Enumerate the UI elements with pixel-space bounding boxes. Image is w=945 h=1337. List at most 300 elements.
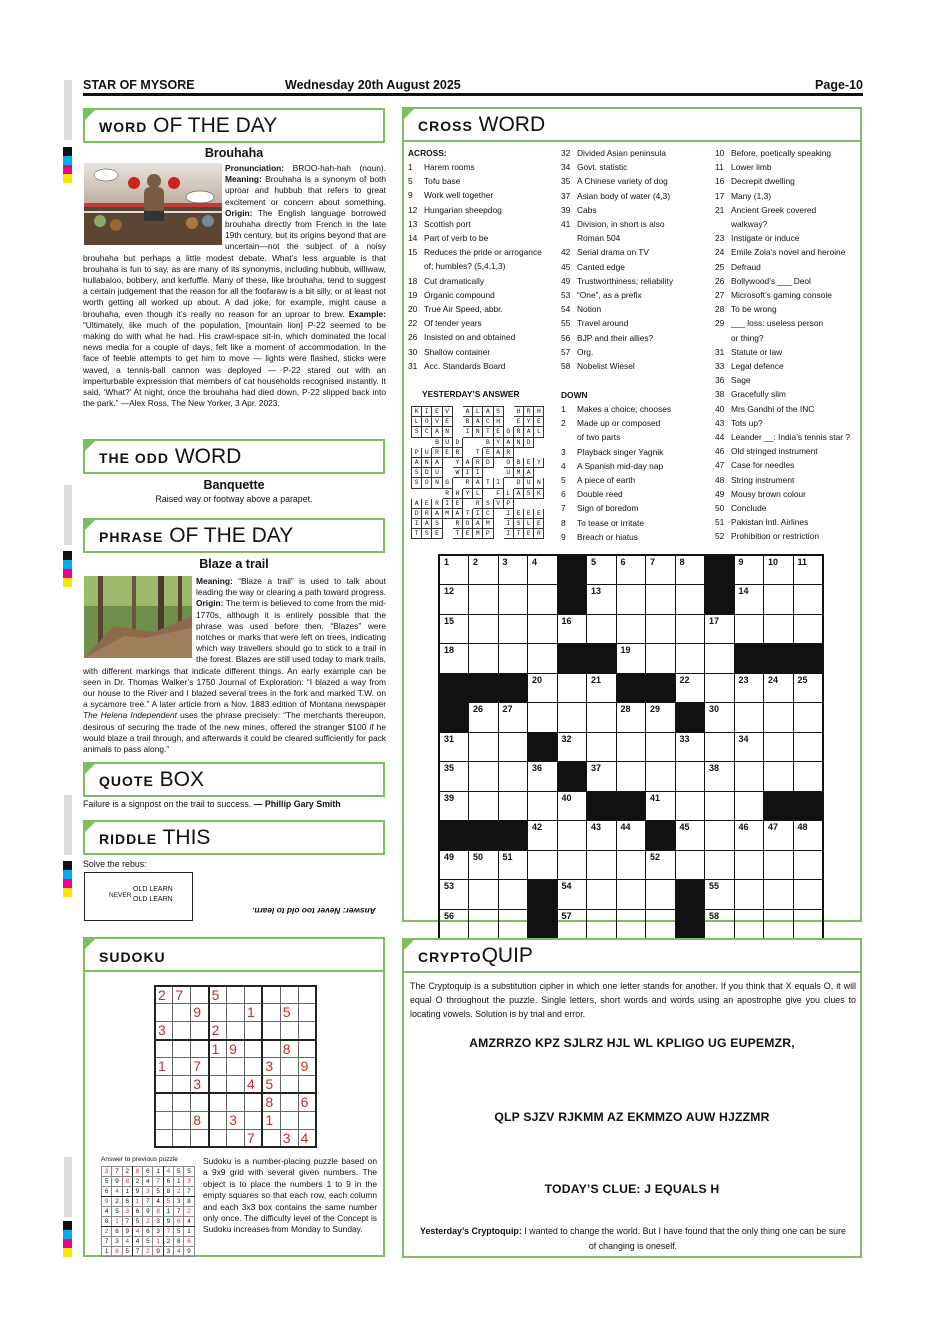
- crossword-cell[interactable]: 41: [646, 791, 676, 821]
- quote-text: Failure is a signpost on the trail to success. — Phillip Gary Smith: [83, 799, 341, 809]
- answer-cell: L: [524, 519, 534, 529]
- crossword-cell[interactable]: [646, 880, 676, 910]
- clue-item: 18 Cut dramatically: [408, 275, 485, 286]
- crossword-cell[interactable]: [557, 703, 587, 733]
- crossword-cell[interactable]: 4: [528, 555, 558, 585]
- sudoku-cell[interactable]: [262, 1004, 280, 1022]
- crossword-cell[interactable]: 53: [439, 880, 469, 910]
- clue-item: 49 Trustworthiness; reliability: [561, 275, 674, 286]
- crossword-cell[interactable]: [616, 850, 646, 880]
- sudoku-cell[interactable]: [298, 1111, 316, 1129]
- clue-item: 40 Mrs Gandhi of the INC: [715, 403, 815, 414]
- answer-cell: [422, 437, 432, 447]
- sudoku-cell[interactable]: [227, 986, 245, 1004]
- answer-cell: A: [473, 417, 483, 427]
- clue-item: 53 “One”, as a prefix: [561, 290, 642, 301]
- crossword-cell: [498, 673, 528, 703]
- crossword-cell[interactable]: 10: [764, 555, 794, 585]
- crossword-cell[interactable]: [587, 614, 617, 644]
- crossword-cell[interactable]: [764, 614, 794, 644]
- crossword-cell[interactable]: 19: [616, 644, 646, 674]
- crossword-cell[interactable]: 35: [439, 762, 469, 792]
- word-of-day-title: Brouhaha: [204, 146, 264, 160]
- answer-cell: 9: [153, 1247, 163, 1257]
- sudoku-cell[interactable]: [173, 1004, 191, 1022]
- sudoku-cell[interactable]: [262, 1022, 280, 1040]
- answer-cell: 4: [184, 1217, 194, 1227]
- crossword-cell[interactable]: [646, 762, 676, 792]
- crossword-cell[interactable]: 18: [439, 644, 469, 674]
- crossword-cell: [587, 791, 617, 821]
- answer-cell: 9: [184, 1247, 194, 1257]
- sudoku-cell[interactable]: [173, 1058, 191, 1076]
- crossword-cell[interactable]: 36: [528, 762, 558, 792]
- crossword-cell[interactable]: 1: [439, 555, 469, 585]
- sudoku-cell[interactable]: [209, 1075, 227, 1093]
- answer-cell: 6: [174, 1217, 184, 1227]
- answer-cell: R: [524, 407, 534, 417]
- clue-item: 25 Defraud: [715, 261, 761, 272]
- crossword-cell[interactable]: [616, 614, 646, 644]
- crossword-cell[interactable]: [646, 614, 676, 644]
- crossword-cell[interactable]: [528, 791, 558, 821]
- crossword-cell[interactable]: [616, 732, 646, 762]
- crossword-cell[interactable]: 39: [439, 791, 469, 821]
- answer-cell: M: [513, 468, 523, 478]
- clue-item: 56 BJP and their allies?: [561, 332, 654, 343]
- sudoku-cell[interactable]: [155, 1075, 173, 1093]
- crossword-cell[interactable]: [469, 585, 499, 615]
- sudoku-cell[interactable]: [209, 1004, 227, 1022]
- crossword-cell[interactable]: [498, 762, 528, 792]
- crossword-cell[interactable]: 2: [469, 555, 499, 585]
- crossword-cell[interactable]: [793, 732, 823, 762]
- crossword-cell[interactable]: [705, 732, 735, 762]
- answer-cell: E: [432, 529, 442, 539]
- sudoku-cell[interactable]: [280, 1075, 298, 1093]
- answer-cell: D: [513, 478, 523, 488]
- sudoku-cell[interactable]: [262, 1129, 280, 1147]
- crossword-cell[interactable]: [764, 909, 794, 939]
- sudoku-cell[interactable]: [191, 1022, 209, 1040]
- riddle-heading: RIDDLE THIS: [83, 820, 385, 855]
- sudoku-cell[interactable]: [227, 1129, 245, 1147]
- crossword-cell[interactable]: [528, 644, 558, 674]
- answer-cell: [462, 447, 472, 457]
- crossword-cell[interactable]: 7: [646, 555, 676, 585]
- clue-item: 46 Old stringed instrument: [715, 446, 818, 457]
- crossword-cell[interactable]: 31: [439, 732, 469, 762]
- crossword-cell[interactable]: [498, 909, 528, 939]
- crossword-cell[interactable]: 44: [616, 821, 646, 851]
- crossword-cell[interactable]: [734, 850, 764, 880]
- sudoku-cell[interactable]: [244, 1022, 262, 1040]
- sudoku-cell[interactable]: [227, 1093, 245, 1111]
- sudoku-cell[interactable]: [191, 986, 209, 1004]
- clue-item: 51 Pakistan Intl. Airlines: [715, 517, 809, 528]
- crossword-cell: [439, 821, 469, 851]
- crossword-cell[interactable]: [764, 880, 794, 910]
- crossword-cell[interactable]: 47: [764, 821, 794, 851]
- sudoku-cell[interactable]: [155, 1093, 173, 1111]
- sudoku-cell[interactable]: [227, 1075, 245, 1093]
- crossword-cell[interactable]: [557, 821, 587, 851]
- color-marks: [63, 551, 72, 587]
- answer-cell: G: [442, 478, 452, 488]
- cryptoquip-line2: QLP SJZV RJKMM AZ EKMMZO AUW HJZZMR: [494, 1110, 770, 1124]
- crossword-cell[interactable]: [557, 850, 587, 880]
- answer-cell: 9: [102, 1197, 112, 1207]
- crossword-cell[interactable]: [705, 791, 735, 821]
- crossword-cell[interactable]: [764, 585, 794, 615]
- crossword-cell[interactable]: [616, 762, 646, 792]
- crossword-cell[interactable]: 28: [616, 703, 646, 733]
- crossword-cell[interactable]: [646, 909, 676, 939]
- sudoku-cell[interactable]: [191, 1040, 209, 1058]
- crossword-cell[interactable]: [675, 762, 705, 792]
- cryptoquip-yesterday: Yesterday’s Cryptoquip: I wanted to change the world. But I have found that the only thing one can be sure of changing is oneself.: [420, 1226, 846, 1251]
- answer-cell: E: [524, 529, 534, 539]
- crossword-cell[interactable]: 38: [705, 762, 735, 792]
- sudoku-cell[interactable]: [191, 1129, 209, 1147]
- answer-cell: B: [432, 437, 442, 447]
- sudoku-cell[interactable]: [155, 1111, 173, 1129]
- crossword-cell[interactable]: [528, 614, 558, 644]
- crossword-cell[interactable]: [587, 850, 617, 880]
- crossword-cell[interactable]: 49: [439, 850, 469, 880]
- crossword-cell[interactable]: 13: [587, 585, 617, 615]
- sudoku-cell: 4: [298, 1129, 316, 1147]
- rebus-line1: OLD LEARN: [133, 886, 173, 893]
- clue-item: 27 Microsoft’s gaming console: [715, 290, 832, 301]
- sudoku-cell[interactable]: [209, 1093, 227, 1111]
- crossword-cell[interactable]: 52: [646, 850, 676, 880]
- answer-cell: 4: [132, 1237, 142, 1247]
- sudoku-cell[interactable]: [155, 1040, 173, 1058]
- clue-item: 4 A Spanish mid-day nap: [561, 460, 664, 471]
- crossword-cell[interactable]: 8: [675, 555, 705, 585]
- crossword-cell[interactable]: [498, 880, 528, 910]
- answer-cell: K: [534, 488, 544, 498]
- answer-cell: 2: [122, 1167, 132, 1177]
- answer-cell: 4: [143, 1177, 153, 1187]
- sudoku-cell: 3: [280, 1129, 298, 1147]
- crossword-cell[interactable]: [793, 850, 823, 880]
- crossword-cell[interactable]: [469, 614, 499, 644]
- crossword-cell[interactable]: [705, 644, 735, 674]
- clue-item: 14 Part of verb to be: [408, 233, 489, 244]
- sudoku-cell[interactable]: [298, 986, 316, 1004]
- answer-cell: [442, 519, 452, 529]
- answer-cell: E: [534, 508, 544, 518]
- crossword-cell[interactable]: 40: [557, 791, 587, 821]
- sudoku-cell[interactable]: [298, 1022, 316, 1040]
- sudoku-cell[interactable]: [173, 1129, 191, 1147]
- crossword-cell[interactable]: [734, 614, 764, 644]
- answer-cell: U: [442, 437, 452, 447]
- sudoku-cell[interactable]: [155, 1004, 173, 1022]
- crossword-cell[interactable]: [734, 703, 764, 733]
- sudoku-cell[interactable]: [209, 1058, 227, 1076]
- answer-cell: I: [442, 498, 452, 508]
- crossword-cell: [528, 732, 558, 762]
- crossword-cell[interactable]: [675, 614, 705, 644]
- phrase-of-day-body: [83, 576, 386, 755]
- crossword-cell[interactable]: 21: [587, 673, 617, 703]
- answer-cell: R: [462, 478, 472, 488]
- crossword-cell[interactable]: 25: [793, 673, 823, 703]
- sudoku-cell[interactable]: [280, 986, 298, 1004]
- crossword-cell[interactable]: [528, 703, 558, 733]
- answer-cell: [452, 478, 462, 488]
- crossword-cell[interactable]: 54: [557, 880, 587, 910]
- crossword-cell[interactable]: [587, 732, 617, 762]
- answer-cell: 1: [102, 1247, 112, 1257]
- answer-cell: 9: [122, 1227, 132, 1237]
- sudoku-cell[interactable]: [173, 1075, 191, 1093]
- sudoku-cell[interactable]: [244, 1111, 262, 1129]
- crossword-cell[interactable]: [587, 703, 617, 733]
- crossword-cell[interactable]: 50: [469, 850, 499, 880]
- crossword-cell[interactable]: 23: [734, 673, 764, 703]
- sudoku-answer-grid: [101, 1166, 195, 1257]
- sudoku-cell[interactable]: [173, 1040, 191, 1058]
- crossword-cell[interactable]: 26: [469, 703, 499, 733]
- crossword-cell[interactable]: [616, 585, 646, 615]
- crossword-cell[interactable]: 11: [793, 555, 823, 585]
- sudoku-cell[interactable]: [244, 986, 262, 1004]
- crossword-cell[interactable]: [734, 909, 764, 939]
- answer-cell: A: [524, 427, 534, 437]
- crossword-cell[interactable]: 43: [587, 821, 617, 851]
- crossword-cell[interactable]: [793, 880, 823, 910]
- rebus-line2: OLD LEARN: [133, 896, 173, 903]
- clue-item: walkway?: [731, 219, 768, 230]
- answer-cell: [503, 478, 513, 488]
- sudoku-cell[interactable]: [227, 1058, 245, 1076]
- crossword-cell[interactable]: [793, 585, 823, 615]
- answer-cell: N: [513, 437, 523, 447]
- answer-cell: 2: [112, 1197, 122, 1207]
- answer-cell: 7: [143, 1197, 153, 1207]
- crossword-cell[interactable]: 9: [734, 555, 764, 585]
- crossword-cell[interactable]: [793, 762, 823, 792]
- sudoku-cell[interactable]: [244, 1058, 262, 1076]
- crossword-cell[interactable]: [764, 762, 794, 792]
- answer-cell: [412, 437, 422, 447]
- answer-cell: D: [422, 468, 432, 478]
- sudoku-cell[interactable]: [262, 986, 280, 1004]
- clue-item: 39 Cabs: [561, 204, 597, 215]
- crossword-cell[interactable]: 58: [705, 909, 735, 939]
- crossword-cell[interactable]: 16: [557, 614, 587, 644]
- sudoku-cell[interactable]: [155, 1129, 173, 1147]
- cryptoquip-clue: TODAY’S CLUE: J EQUALS H: [544, 1182, 720, 1196]
- crossword-cell: [557, 762, 587, 792]
- crossword-cell: [764, 791, 794, 821]
- crossword-cell[interactable]: [616, 880, 646, 910]
- sudoku-cell[interactable]: [244, 1040, 262, 1058]
- answer-cell: U: [422, 447, 432, 457]
- crossword-cell[interactable]: [675, 791, 705, 821]
- answer-cell: [503, 417, 513, 427]
- sudoku-cell[interactable]: [209, 1111, 227, 1129]
- answer-cell: E: [442, 417, 452, 427]
- crossword-grid: [438, 554, 824, 940]
- answer-cell: 2: [132, 1177, 142, 1187]
- crossword-cell: [439, 703, 469, 733]
- crossword-cell[interactable]: 20: [528, 673, 558, 703]
- answer-cell: 7: [184, 1187, 194, 1197]
- crossword-cell[interactable]: 5: [587, 555, 617, 585]
- answer-cell: I: [462, 468, 472, 478]
- answer-cell: R: [473, 498, 483, 508]
- answer-cell: I: [462, 427, 472, 437]
- crossword-cell[interactable]: 12: [439, 585, 469, 615]
- answer-cell: [483, 468, 493, 478]
- sudoku-grid: [154, 985, 317, 1148]
- crossword-cell[interactable]: 33: [675, 732, 705, 762]
- sudoku-cell: 7: [244, 1129, 262, 1147]
- crossword-cell[interactable]: [646, 585, 676, 615]
- crossword-cell[interactable]: [528, 585, 558, 615]
- crossword-cell[interactable]: [675, 585, 705, 615]
- crossword-cell[interactable]: 29: [646, 703, 676, 733]
- answer-cell: Y: [493, 437, 503, 447]
- crossword-cell[interactable]: 6: [616, 555, 646, 585]
- crossword-cell[interactable]: 15: [439, 614, 469, 644]
- answer-cell: 3: [143, 1187, 153, 1197]
- phrase-of-day-title: Blaze a trail: [199, 557, 269, 571]
- crossword-cell[interactable]: [469, 791, 499, 821]
- crossword-cell[interactable]: [498, 732, 528, 762]
- clue-item: 58 Nobelist Wiesel: [561, 361, 635, 372]
- crossword-cell[interactable]: [587, 909, 617, 939]
- sudoku-cell[interactable]: [173, 1111, 191, 1129]
- quote-author: — Phillip Gary Smith: [251, 799, 341, 809]
- crossword-cell[interactable]: 56: [439, 909, 469, 939]
- sudoku-cell[interactable]: [280, 1058, 298, 1076]
- crossword-cell[interactable]: 14: [734, 585, 764, 615]
- answer-cell: R: [432, 498, 442, 508]
- crossword-cell[interactable]: [764, 850, 794, 880]
- sudoku-cell[interactable]: [227, 1022, 245, 1040]
- crossword-cell[interactable]: [764, 732, 794, 762]
- answer-cell: 7: [163, 1227, 173, 1237]
- crossword-cell: [557, 585, 587, 615]
- sudoku-cell[interactable]: [280, 1022, 298, 1040]
- crossword-cell[interactable]: 45: [675, 821, 705, 851]
- crossword-cell[interactable]: [498, 791, 528, 821]
- crossword-cell[interactable]: 48: [793, 821, 823, 851]
- crossword-cell[interactable]: [528, 850, 558, 880]
- sudoku-cell[interactable]: [244, 1093, 262, 1111]
- crossword-cell[interactable]: 3: [498, 555, 528, 585]
- rebus-never: NEVER: [109, 892, 132, 899]
- sudoku-cell[interactable]: [298, 1004, 316, 1022]
- sudoku-cell[interactable]: [298, 1040, 316, 1058]
- quote-box-heading: QUOTE BOX: [83, 762, 385, 797]
- crossword-cell[interactable]: 51: [498, 850, 528, 880]
- crossword-cell[interactable]: 42: [528, 821, 558, 851]
- clue-item: 35 A Chinese variety of dog: [561, 176, 668, 187]
- crossword-cell[interactable]: [705, 821, 735, 851]
- sudoku-cell[interactable]: [280, 1111, 298, 1129]
- clue-item: 43 Tots up?: [715, 417, 763, 428]
- crossword-cell[interactable]: [705, 850, 735, 880]
- clue-item: 30 Shallow container: [408, 346, 491, 357]
- answer-cell: L: [473, 407, 483, 417]
- sudoku-cell[interactable]: [191, 1093, 209, 1111]
- sudoku-cell[interactable]: [262, 1040, 280, 1058]
- sudoku-cell[interactable]: [173, 1022, 191, 1040]
- sudoku-cell[interactable]: [280, 1093, 298, 1111]
- answer-cell: 4: [102, 1207, 112, 1217]
- crossword-cell[interactable]: 55: [705, 880, 735, 910]
- crossword-cell[interactable]: [498, 614, 528, 644]
- answer-cell: E: [442, 447, 452, 457]
- crossword-cell[interactable]: [498, 644, 528, 674]
- crossword-cell[interactable]: [557, 673, 587, 703]
- answer-cell: 3: [153, 1217, 163, 1227]
- clue-item: 6 Double reed: [561, 489, 623, 500]
- crossword-cell[interactable]: 22: [675, 673, 705, 703]
- crossword-cell[interactable]: [734, 791, 764, 821]
- crossword-cell[interactable]: [616, 909, 646, 939]
- crossword-cell[interactable]: [646, 644, 676, 674]
- color-marks: [63, 861, 72, 897]
- crossword-cell[interactable]: 32: [557, 732, 587, 762]
- crossword-cell[interactable]: [469, 909, 499, 939]
- crossword-cell[interactable]: 57: [557, 909, 587, 939]
- answer-cell: 5: [174, 1227, 184, 1237]
- crossword-cell[interactable]: [675, 850, 705, 880]
- crossword-cell[interactable]: 17: [705, 614, 735, 644]
- crossword-cell[interactable]: 24: [764, 673, 794, 703]
- crossword-cell[interactable]: [764, 703, 794, 733]
- crossword-cell[interactable]: 27: [498, 703, 528, 733]
- sudoku-cell[interactable]: [209, 1129, 227, 1147]
- sudoku-cell[interactable]: [227, 1004, 245, 1022]
- crossword-cell[interactable]: [705, 673, 735, 703]
- crossword-cell[interactable]: [587, 880, 617, 910]
- answer-cell: O: [422, 478, 432, 488]
- answer-cell: I: [503, 529, 513, 539]
- crossword-cell[interactable]: [469, 732, 499, 762]
- crossword-cell[interactable]: [734, 880, 764, 910]
- crossword-cell[interactable]: 30: [705, 703, 735, 733]
- crossword-cell[interactable]: 37: [587, 762, 617, 792]
- answer-cell: 5: [163, 1197, 173, 1207]
- crossword-cell[interactable]: [793, 703, 823, 733]
- crossword-cell[interactable]: [469, 880, 499, 910]
- crossword-cell[interactable]: 46: [734, 821, 764, 851]
- crossword-cell[interactable]: [793, 614, 823, 644]
- crossword-cell[interactable]: [793, 909, 823, 939]
- answer-cell: M: [483, 519, 493, 529]
- crossword-cell[interactable]: [498, 585, 528, 615]
- crossword-cell[interactable]: [675, 644, 705, 674]
- crossword-cell[interactable]: 34: [734, 732, 764, 762]
- crossword-cell: [439, 673, 469, 703]
- crossword-cell[interactable]: [734, 762, 764, 792]
- crossword-cell[interactable]: [469, 762, 499, 792]
- sudoku-cell[interactable]: [173, 1093, 191, 1111]
- crossword-cell[interactable]: [469, 644, 499, 674]
- answer-cell: A: [432, 427, 442, 437]
- sudoku-cell[interactable]: [298, 1075, 316, 1093]
- crossword-cell[interactable]: [646, 732, 676, 762]
